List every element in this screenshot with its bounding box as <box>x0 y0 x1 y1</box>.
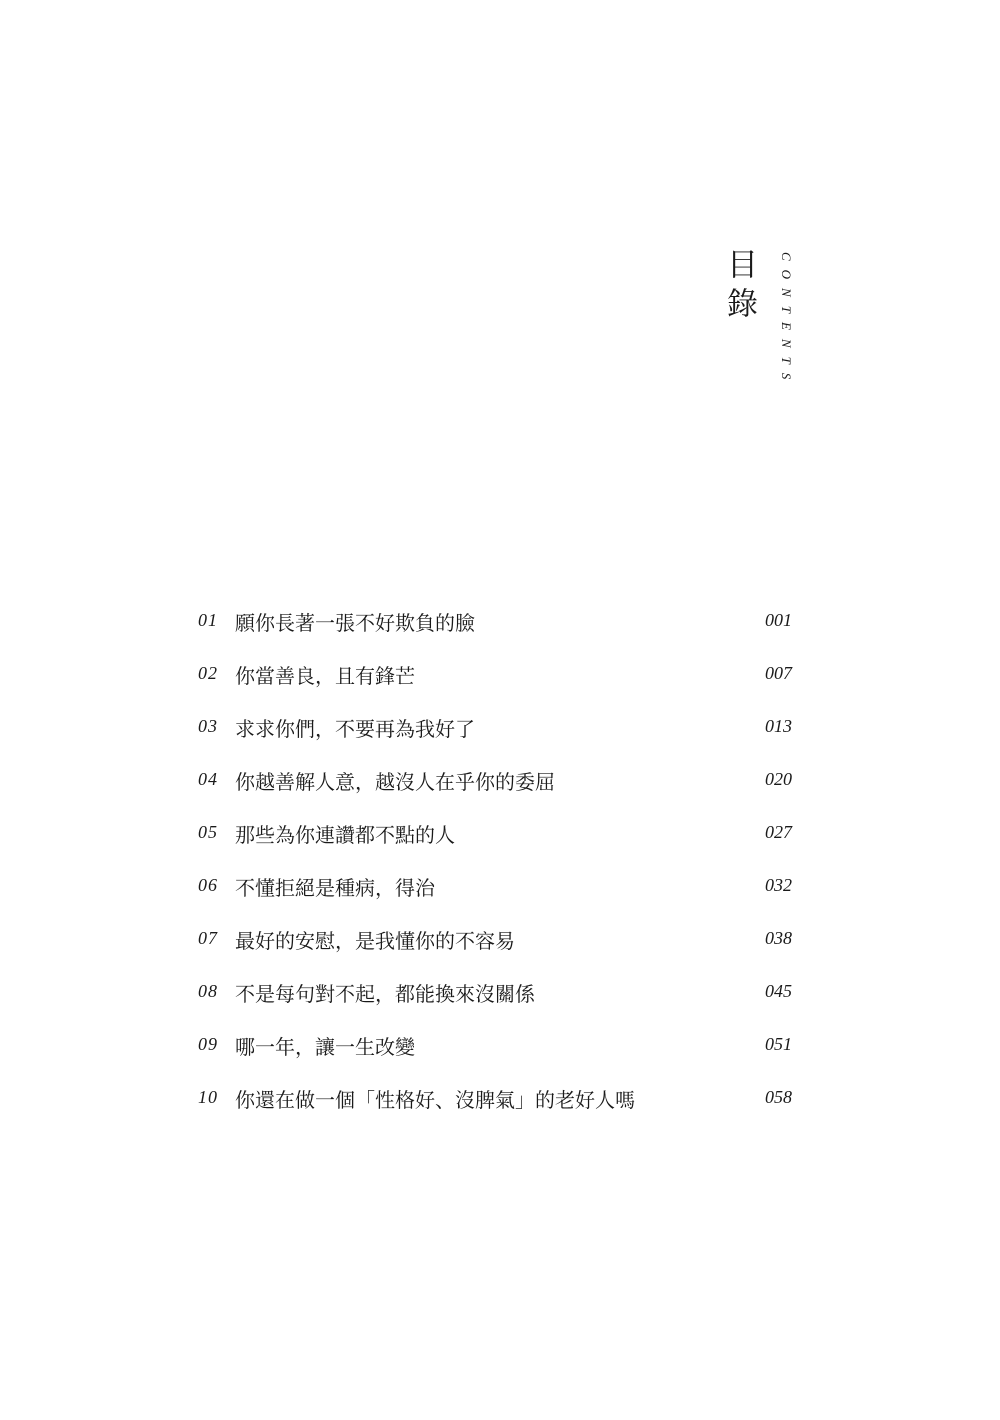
toc-page-number: 032 <box>765 875 792 895</box>
toc-chapter-number: 07 <box>198 928 218 948</box>
toc-chapter-number: 10 <box>198 1087 218 1107</box>
toc-page-number: 001 <box>765 610 792 630</box>
toc-page-number: 038 <box>765 928 792 948</box>
toc-page-number: 051 <box>765 1034 792 1054</box>
page-heading: 目錄 <box>721 248 757 326</box>
toc-chapter-title[interactable]: 願你長著一張不好欺負的臉 <box>235 611 475 635</box>
toc-entry[interactable] <box>198 863 794 916</box>
toc-chapter-number: 09 <box>198 1034 218 1054</box>
toc-chapter-title[interactable]: 哪一年，讓一生改變 <box>235 1035 415 1059</box>
toc-chapter-number: 06 <box>198 875 218 895</box>
toc-entry[interactable] <box>198 916 794 969</box>
toc-chapter-number: 02 <box>198 663 218 683</box>
toc-entry[interactable] <box>198 598 794 651</box>
toc-chapter-number: 04 <box>198 769 218 789</box>
toc-page-number: 020 <box>765 769 792 789</box>
toc-page-number: 045 <box>765 981 792 1001</box>
toc-chapter-title[interactable]: 你當善良，且有鋒芒 <box>235 664 415 688</box>
toc-chapter-title[interactable]: 你還在做一個「性格好、沒脾氣」的老好人嗎 <box>235 1088 635 1112</box>
toc-chapter-number: 03 <box>198 716 218 736</box>
toc-entry[interactable] <box>198 1022 794 1075</box>
page-heading-english: CONTENTS <box>779 252 794 389</box>
toc-entry[interactable] <box>198 969 794 1022</box>
toc-chapter-title[interactable]: 那些為你連讚都不點的人 <box>235 823 455 847</box>
toc-entry[interactable] <box>198 651 794 704</box>
toc-chapter-number: 01 <box>198 610 218 630</box>
toc-chapter-title[interactable]: 最好的安慰，是我懂你的不容易 <box>235 929 515 953</box>
toc-chapter-title[interactable]: 求求你們，不要再為我好了 <box>235 717 475 741</box>
toc-chapter-title[interactable]: 你越善解人意，越沒人在乎你的委屈 <box>235 770 555 794</box>
toc-chapter-title[interactable]: 不懂拒絕是種病，得治 <box>235 876 435 900</box>
toc-page-number: 007 <box>765 663 792 683</box>
toc-entry[interactable] <box>198 810 794 863</box>
toc-page-number: 027 <box>765 822 792 842</box>
table-of-contents <box>198 598 794 1128</box>
toc-entry[interactable] <box>198 757 794 810</box>
toc-chapter-number: 08 <box>198 981 218 1001</box>
toc-page-number: 013 <box>765 716 792 736</box>
toc-chapter-title[interactable]: 不是每句對不起，都能換來沒關係 <box>235 982 535 1006</box>
toc-chapter-number: 05 <box>198 822 218 842</box>
toc-entry[interactable] <box>198 1075 794 1128</box>
toc-entry[interactable] <box>198 704 794 757</box>
toc-page-number: 058 <box>765 1087 792 1107</box>
